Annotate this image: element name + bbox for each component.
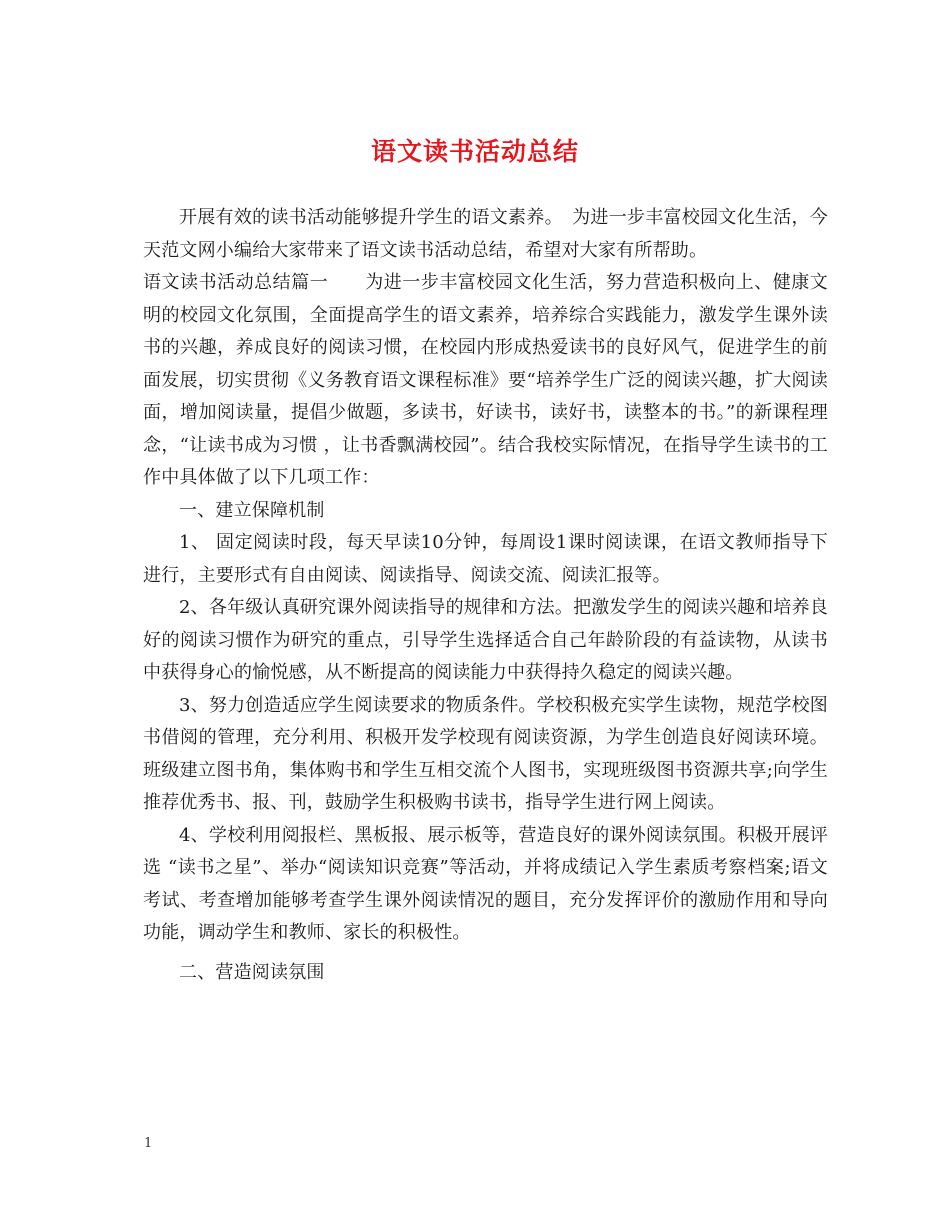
list-item-2: 2、各年级认真研究课外阅读指导的规律和方法。把激发学生的阅读兴趣和培养良好的阅读习惯作为研究的重点，引导学生选择适合自己年龄阶段的有益读物，从读书中获得身心的愉悦感，从不断提高的阅读能力中获得持久稳定的阅读兴趣。 <box>143 597 828 683</box>
list-item-4: 4、学校利用阅报栏、黑板报、展示板等，营造良好的课外阅读氛围。积极开展评选 “读书之星”、举办“阅读知识竞赛”等活动，并将成绩记入学生素质考察档案;语文考试、考查增加能够考查学生课外阅读情况的题目，充分发挥评价的激励作用和导向功能，调动学生和教师、家长的积极性。 <box>143 824 828 943</box>
list-item-3: 3、努力创造适应学生阅读要求的物质条件。学校积极充实学生读物，规范学校图书借阅的管理，充分利用、积极开发学校现有阅读资源，为学生创造良好阅读环境。班级建立图书角，集体购书和学生互相交流个人图书，实现班级图书资源共享;向学生推荐优秀书、报、刊，鼓励学生积极购书读书，指导学生进行网上阅读。 <box>143 694 828 813</box>
list-item-1: 1、 固定阅读时段，每天早读10分钟，每周设1课时阅读课，在语文教师指导下进行，主要形式有自由阅读、阅读指导、阅读交流、阅读汇报等。 <box>143 532 828 586</box>
section-paragraph: 语文读书活动总结篇一 为进一步丰富校园文化生活，努力营造积极向上、健康文明的校园文化氛围，全面提高学生的语文素养，培养综合实践能力，激发学生课外读书的兴趣，养成良好的阅读习惯，在校园内形成热爱读书的良好风气，促进学生的前面发展，切实贯彻《义务教育语文课程标准》要“培养学生广泛的阅读兴趣，扩大阅读面，增加阅读量，提倡少做题，多读书，好读书，读好书，读整本的书。”的新课程理念，“让读书成为习惯 ，让书香飘满校园”。结合我校实际情况，在指导学生读书的工作中具体做了以下几项工作： <box>143 272 828 488</box>
page-number: 1 <box>144 1136 153 1151</box>
section-heading-2: 二、营造阅读氛围 <box>179 961 325 983</box>
section-heading-1: 一、建立保障机制 <box>179 499 325 521</box>
intro-paragraph: 开展有效的读书活动能够提升学生的语文素养。 为进一步丰富校园文化生活，今天范文网小编给大家带来了语文读书活动总结，希望对大家有所帮助。 <box>143 207 828 261</box>
document-body <box>143 202 828 989</box>
page-title: 语文读书活动总结 <box>370 137 579 166</box>
